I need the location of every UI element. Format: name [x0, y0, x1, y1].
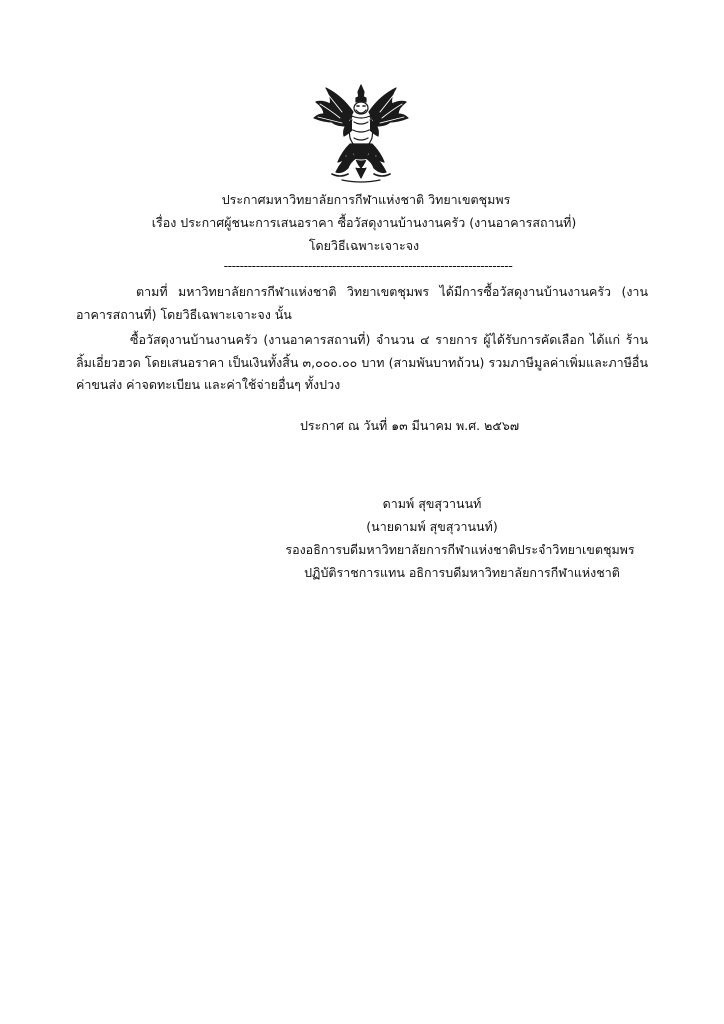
body-paragraph-2: ซื้อวัสดุงานบ้านงานครัว (งานอาคารสถานที่) จำนวน ๔ รายการ ผู้ได้รับการคัดเลือก ได้แก่ ร้านลิ้มเอี่ยวฮวด โดยเสนอราคา เป็นเงินทั้งสิ้น ๓,๐๐๐.๐๐ บาท (สามพันบาทถ้วน) รวมภาษีมูลค่าเพิ่มและภาษีอื่น ค่าขนส่ง ค่าจดทะเบียน และค่าใช้จ่ายอื่นๆ ทั้งปวง [76, 332, 648, 392]
garuda-emblem-icon [312, 82, 410, 184]
announcement-date: ประกาศ ณ วันที่ ๑๓ มีนาคม พ.ศ. ๒๕๖๗ [300, 418, 520, 433]
announcement-title: ประกาศมหาวิทยาลัยการกีฬาแห่งชาติ วิทยาเขตชุมพร [221, 192, 511, 207]
signatory-full-name: (นายดามพ์ สุขสุวานนท์) [366, 519, 498, 534]
announcement-subject: เรื่อง ประกาศผู้ชนะการเสนอราคา ซื้อวัสดุงานบ้านงานครัว (งานอาคารสถานที่) [151, 215, 577, 230]
signatory-acting-for: ปฏิบัติราชการแทน อธิการบดีมหาวิทยาลัยการกีฬาแห่งชาติ [304, 565, 620, 580]
signed-name: ดามพ์ สุขสุวานนท์ [382, 496, 482, 511]
procurement-method: โดยวิธีเฉพาะเจาะจง [308, 238, 420, 253]
body-paragraph-1: ตามที่ มหาวิทยาลัยการกีฬาแห่งชาติ วิทยาเขตชุมพร ได้มีการซื้อวัสดุงานบ้านงานครัว (งานอาคารสถานที่) โดยวิธีเฉพาะเจาะจง นั้น [76, 284, 648, 322]
signatory-position: รองอธิการบดีมหาวิทยาลัยการกีฬาแห่งชาติประจำวิทยาเขตชุมพร [285, 542, 635, 557]
header-separator: ------------------------------------------------------------------------ [223, 258, 513, 273]
